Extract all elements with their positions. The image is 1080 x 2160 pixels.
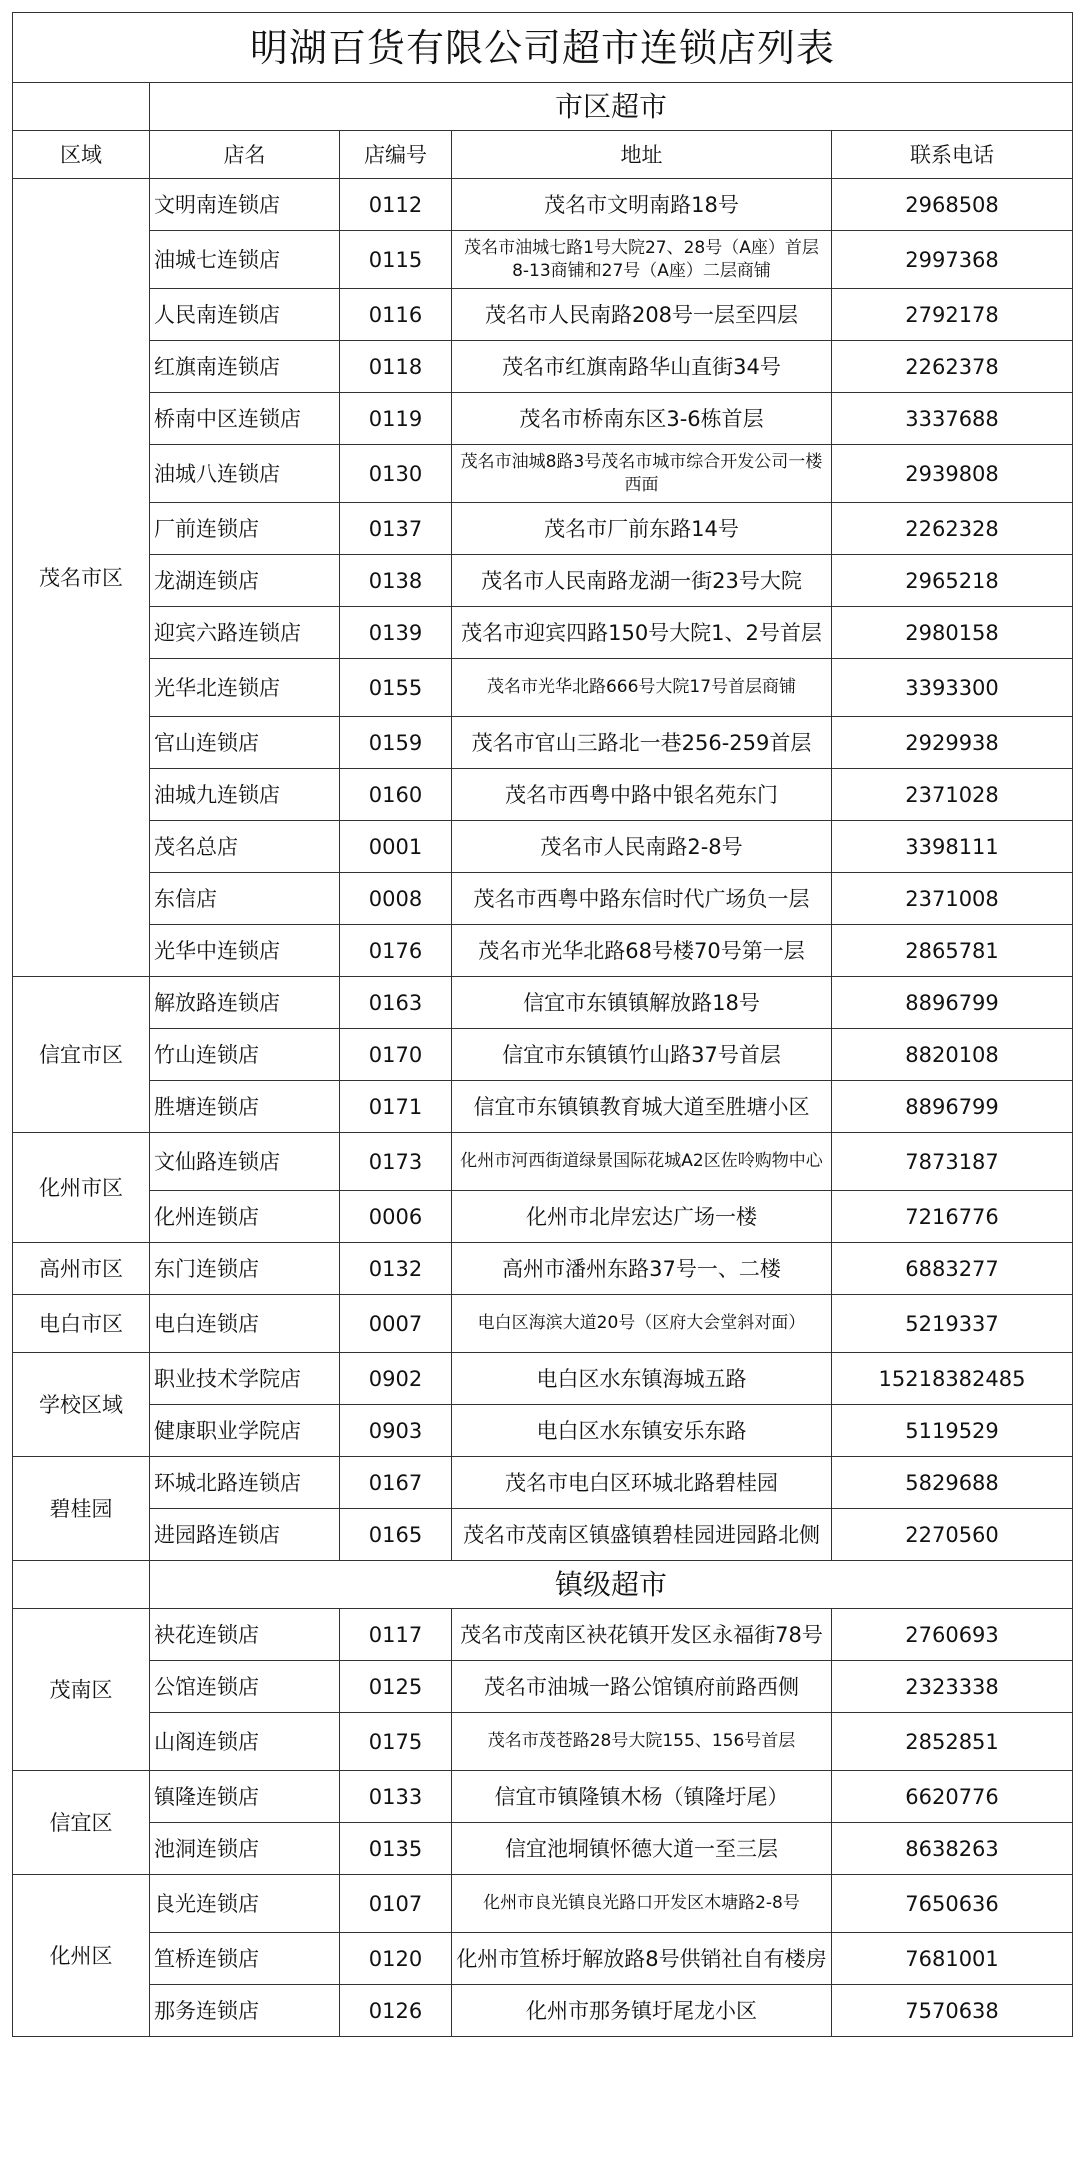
store-address: 茂名市文明南路18号 [452, 179, 832, 231]
store-row [13, 1933, 1073, 1985]
store-address: 茂名市西粤中路中银名苑东门 [452, 769, 832, 821]
store-name: 文仙路连锁店 [150, 1133, 340, 1191]
store-name: 镇隆连锁店 [150, 1771, 340, 1823]
store-name: 龙湖连锁店 [150, 555, 340, 607]
store-phone: 2262328 [832, 503, 1073, 555]
store-name: 健康职业学院店 [150, 1405, 340, 1457]
store-phone: 5829688 [832, 1457, 1073, 1509]
store-name: 环城北路连锁店 [150, 1457, 340, 1509]
column-header-code: 店编号 [340, 131, 452, 179]
store-row [13, 717, 1073, 769]
store-code: 0119 [340, 393, 452, 445]
store-name: 油城七连锁店 [150, 231, 340, 289]
store-row [13, 179, 1073, 231]
store-name: 竹山连锁店 [150, 1029, 340, 1081]
store-address: 化州市北岸宏达广场一楼 [452, 1191, 832, 1243]
store-list-table [12, 12, 1073, 2037]
store-address: 茂名市官山三路北一巷256-259首层 [452, 717, 832, 769]
title-row [13, 13, 1073, 83]
store-phone: 2262378 [832, 341, 1073, 393]
store-code: 0135 [340, 1823, 452, 1875]
store-address: 茂名市迎宾四路150号大院1、2号首层 [452, 607, 832, 659]
store-name: 文明南连锁店 [150, 179, 340, 231]
store-row [13, 1353, 1073, 1405]
region-cell: 信宜区 [13, 1771, 150, 1875]
region-cell: 化州区 [13, 1875, 150, 2037]
store-code: 0165 [340, 1509, 452, 1561]
store-name: 职业技术学院店 [150, 1353, 340, 1405]
store-address: 茂名市油城一路公馆镇府前路西侧 [452, 1661, 832, 1713]
store-address: 茂名市厂前东路14号 [452, 503, 832, 555]
column-header-name: 店名 [150, 131, 340, 179]
store-row [13, 1133, 1073, 1191]
store-row [13, 769, 1073, 821]
store-name: 公馆连锁店 [150, 1661, 340, 1713]
store-address: 化州市那务镇圩尾龙小区 [452, 1985, 832, 2037]
store-row [13, 1295, 1073, 1353]
section-header-row [13, 1561, 1073, 1609]
store-code: 0126 [340, 1985, 452, 2037]
section-blank-cell [13, 1561, 150, 1609]
store-phone: 7570638 [832, 1985, 1073, 2037]
store-name: 东门连锁店 [150, 1243, 340, 1295]
store-name: 山阁连锁店 [150, 1713, 340, 1771]
store-address: 茂名市光华北路68号楼70号第一层 [452, 925, 832, 977]
store-code: 0903 [340, 1405, 452, 1457]
column-header-row [13, 131, 1073, 179]
store-row [13, 1029, 1073, 1081]
table-body [13, 13, 1073, 2037]
store-address: 信宜市镇隆镇木杨（镇隆圩尾） [452, 1771, 832, 1823]
store-code: 0173 [340, 1133, 452, 1191]
store-address: 茂名市光华北路666号大院17号首层商铺 [452, 659, 832, 717]
store-phone: 3393300 [832, 659, 1073, 717]
store-address: 电白区海滨大道20号（区府大会堂斜对面） [452, 1295, 832, 1353]
store-phone: 2980158 [832, 607, 1073, 659]
store-phone: 3337688 [832, 393, 1073, 445]
store-address: 信宜市东镇镇解放路18号 [452, 977, 832, 1029]
store-phone: 2997368 [832, 231, 1073, 289]
store-phone: 6620776 [832, 1771, 1073, 1823]
store-address: 高州市潘州东路37号一、二楼 [452, 1243, 832, 1295]
store-code: 0139 [340, 607, 452, 659]
store-name: 油城九连锁店 [150, 769, 340, 821]
store-phone: 7873187 [832, 1133, 1073, 1191]
store-name: 红旗南连锁店 [150, 341, 340, 393]
store-phone: 5219337 [832, 1295, 1073, 1353]
store-row [13, 659, 1073, 717]
store-name: 厂前连锁店 [150, 503, 340, 555]
store-code: 0112 [340, 179, 452, 231]
store-phone: 2965218 [832, 555, 1073, 607]
store-code: 0001 [340, 821, 452, 873]
store-code: 0175 [340, 1713, 452, 1771]
store-row [13, 445, 1073, 503]
store-code: 0133 [340, 1771, 452, 1823]
store-phone: 2865781 [832, 925, 1073, 977]
store-code: 0116 [340, 289, 452, 341]
store-phone: 6883277 [832, 1243, 1073, 1295]
store-phone: 7216776 [832, 1191, 1073, 1243]
section-heading: 市区超市 [150, 83, 1073, 131]
store-address: 茂名市人民南路龙湖一街23号大院 [452, 555, 832, 607]
store-code: 0160 [340, 769, 452, 821]
store-name: 池洞连锁店 [150, 1823, 340, 1875]
store-code: 0137 [340, 503, 452, 555]
store-name: 那务连锁店 [150, 1985, 340, 2037]
store-address: 茂名市茂南区袂花镇开发区永福街78号 [452, 1609, 832, 1661]
store-row [13, 341, 1073, 393]
store-row [13, 1609, 1073, 1661]
store-row [13, 1661, 1073, 1713]
store-code: 0118 [340, 341, 452, 393]
store-phone: 3398111 [832, 821, 1073, 873]
store-code: 0159 [340, 717, 452, 769]
store-address: 信宜市东镇镇竹山路37号首层 [452, 1029, 832, 1081]
store-row [13, 289, 1073, 341]
document-title: 明湖百货有限公司超市连锁店列表 [13, 13, 1073, 83]
store-code: 0176 [340, 925, 452, 977]
store-code: 0130 [340, 445, 452, 503]
store-phone: 2939808 [832, 445, 1073, 503]
region-cell: 碧桂园 [13, 1457, 150, 1561]
region-cell: 茂南区 [13, 1609, 150, 1771]
store-row [13, 1243, 1073, 1295]
section-heading: 镇级超市 [150, 1561, 1073, 1609]
store-address: 电白区水东镇海城五路 [452, 1353, 832, 1405]
store-name: 胜塘连锁店 [150, 1081, 340, 1133]
store-code: 0008 [340, 873, 452, 925]
store-address: 茂名市桥南东区3-6栋首层 [452, 393, 832, 445]
store-phone: 8896799 [832, 1081, 1073, 1133]
store-row [13, 231, 1073, 289]
store-address: 化州市河西街道绿景国际花城A2区佐呤购物中心 [452, 1133, 832, 1191]
store-row [13, 977, 1073, 1029]
store-address: 茂名市人民南路208号一层至四层 [452, 289, 832, 341]
store-phone: 8896799 [832, 977, 1073, 1029]
store-row [13, 393, 1073, 445]
store-row [13, 873, 1073, 925]
store-code: 0117 [340, 1609, 452, 1661]
store-phone: 2323338 [832, 1661, 1073, 1713]
store-row [13, 925, 1073, 977]
store-address: 信宜池垌镇怀德大道一至三层 [452, 1823, 832, 1875]
store-phone: 2929938 [832, 717, 1073, 769]
store-code: 0155 [340, 659, 452, 717]
store-row [13, 1457, 1073, 1509]
store-name: 茂名总店 [150, 821, 340, 873]
store-address: 茂名市油城七路1号大院27、28号（A座）首层8-13商铺和27号（A座）二层商铺 [452, 231, 832, 289]
store-code: 0170 [340, 1029, 452, 1081]
store-phone: 2371008 [832, 873, 1073, 925]
store-name: 袂花连锁店 [150, 1609, 340, 1661]
store-phone: 2792178 [832, 289, 1073, 341]
store-row [13, 1875, 1073, 1933]
store-name: 光华中连锁店 [150, 925, 340, 977]
column-header-phone: 联系电话 [832, 131, 1073, 179]
column-header-region: 区域 [13, 131, 150, 179]
store-address: 茂名市红旗南路华山直街34号 [452, 341, 832, 393]
store-phone: 7650636 [832, 1875, 1073, 1933]
store-phone: 2270560 [832, 1509, 1073, 1561]
store-phone: 8820108 [832, 1029, 1073, 1081]
store-row [13, 607, 1073, 659]
region-cell: 茂名市区 [13, 179, 150, 977]
store-code: 0007 [340, 1295, 452, 1353]
store-name: 东信店 [150, 873, 340, 925]
store-name: 良光连锁店 [150, 1875, 340, 1933]
store-phone: 5119529 [832, 1405, 1073, 1457]
store-row [13, 821, 1073, 873]
store-address: 信宜市东镇镇教育城大道至胜塘小区 [452, 1081, 832, 1133]
store-code: 0163 [340, 977, 452, 1029]
section-header-row [13, 83, 1073, 131]
store-name: 光华北连锁店 [150, 659, 340, 717]
section-blank-cell [13, 83, 150, 131]
store-code: 0167 [340, 1457, 452, 1509]
store-address: 化州市笪桥圩解放路8号供销社自有楼房 [452, 1933, 832, 1985]
store-name: 人民南连锁店 [150, 289, 340, 341]
store-name: 油城八连锁店 [150, 445, 340, 503]
store-code: 0171 [340, 1081, 452, 1133]
store-code: 0115 [340, 231, 452, 289]
store-name: 官山连锁店 [150, 717, 340, 769]
store-name: 解放路连锁店 [150, 977, 340, 1029]
store-name: 迎宾六路连锁店 [150, 607, 340, 659]
region-cell: 高州市区 [13, 1243, 150, 1295]
store-address: 化州市良光镇良光路口开发区木塘路2-8号 [452, 1875, 832, 1933]
store-code: 0120 [340, 1933, 452, 1985]
store-phone: 2760693 [832, 1609, 1073, 1661]
store-row [13, 1081, 1073, 1133]
store-row [13, 1405, 1073, 1457]
store-address: 茂名市西粤中路东信时代广场负一层 [452, 873, 832, 925]
store-row [13, 1713, 1073, 1771]
store-row [13, 1985, 1073, 2037]
store-code: 0006 [340, 1191, 452, 1243]
region-cell: 学校区域 [13, 1353, 150, 1457]
store-phone: 7681001 [832, 1933, 1073, 1985]
store-row [13, 1191, 1073, 1243]
store-row [13, 555, 1073, 607]
store-row [13, 1509, 1073, 1561]
region-cell: 电白市区 [13, 1295, 150, 1353]
store-row [13, 1823, 1073, 1875]
store-code: 0125 [340, 1661, 452, 1713]
region-cell: 化州市区 [13, 1133, 150, 1243]
column-header-address: 地址 [452, 131, 832, 179]
store-name: 桥南中区连锁店 [150, 393, 340, 445]
store-code: 0107 [340, 1875, 452, 1933]
store-code: 0138 [340, 555, 452, 607]
store-address: 茂名市茂南区镇盛镇碧桂园进园路北侧 [452, 1509, 832, 1561]
store-phone: 2852851 [832, 1713, 1073, 1771]
store-name: 笪桥连锁店 [150, 1933, 340, 1985]
store-address: 电白区水东镇安乐东路 [452, 1405, 832, 1457]
store-row [13, 503, 1073, 555]
store-phone: 8638263 [832, 1823, 1073, 1875]
region-cell: 信宜市区 [13, 977, 150, 1133]
store-phone: 2371028 [832, 769, 1073, 821]
store-code: 0902 [340, 1353, 452, 1405]
store-address: 茂名市电白区环城北路碧桂园 [452, 1457, 832, 1509]
store-code: 0132 [340, 1243, 452, 1295]
store-address: 茂名市油城8路3号茂名市城市综合开发公司一楼西面 [452, 445, 832, 503]
store-phone: 2968508 [832, 179, 1073, 231]
store-phone: 15218382485 [832, 1353, 1073, 1405]
store-name: 化州连锁店 [150, 1191, 340, 1243]
store-address: 茂名市人民南路2-8号 [452, 821, 832, 873]
store-name: 电白连锁店 [150, 1295, 340, 1353]
store-address: 茂名市茂苍路28号大院155、156号首层 [452, 1713, 832, 1771]
store-name: 进园路连锁店 [150, 1509, 340, 1561]
store-row [13, 1771, 1073, 1823]
